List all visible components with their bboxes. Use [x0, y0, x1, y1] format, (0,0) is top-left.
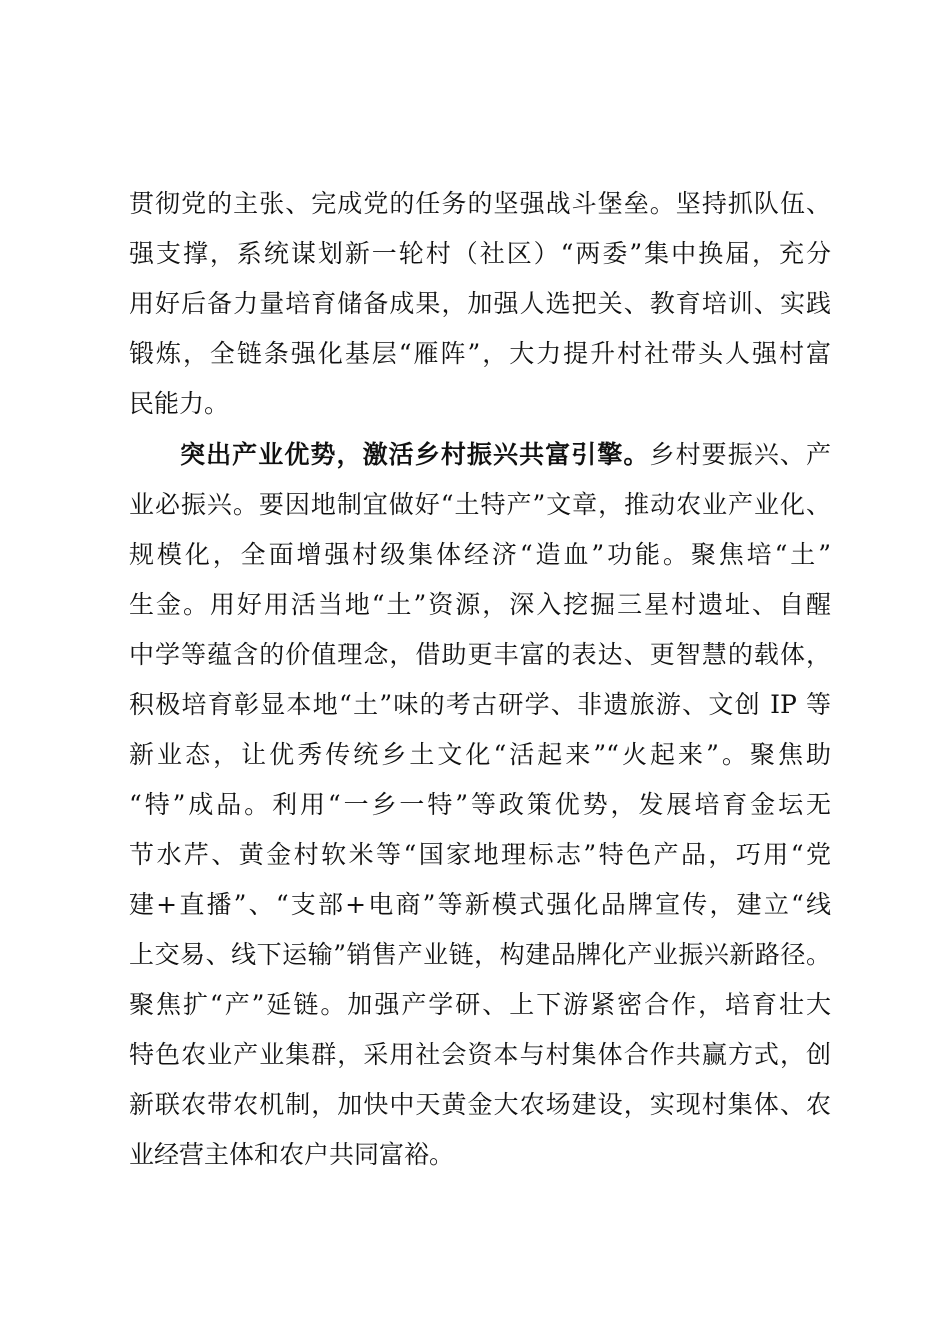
paragraph-2-first-line-rest: 乡村要振兴、产 [649, 440, 831, 469]
paragraph-2-line-6: 积极培育彰显本地“土”味的考古研学、非遗旅游、文创 IP 等 [129, 690, 831, 719]
paragraph-2-first-line [180, 435, 831, 475]
paragraph-1-line-1: 贯彻党的主张、完成党的任务的坚强战斗堡垒。坚持抓队伍、 [129, 189, 831, 218]
paragraph-2-line-2: 业必振兴。要因地制宜做好“土特产”文章，推动农业产业化、 [129, 490, 831, 519]
paragraph-2-line-3: 规模化，全面增强村级集体经济“造血”功能。聚焦培“土” [129, 540, 831, 569]
paragraph-1-line-2: 强支撑，系统谋划新一轮村（社区）“两委”集中换届，充分 [129, 239, 831, 268]
paragraph-2-line-15: 业经营主体和农户共同富裕。 [129, 1140, 455, 1169]
paragraph-2-line-8: “特”成品。利用“一乡一特”等政策优势，发展培育金坛无 [129, 790, 831, 819]
paragraph-1-line-3: 用好后备力量培育储备成果，加强人选把关、教育培训、实践 [129, 289, 831, 318]
paragraph-2-line-4: 生金。用好用活当地“土”资源，深入挖掘三星村遗址、自醒 [129, 590, 831, 619]
paragraph-2-line-14: 新联农带农机制，加快中天黄金大农场建设，实现村集体、农 [129, 1090, 831, 1119]
paragraph-1-line-5: 民能力。 [129, 389, 230, 418]
paragraph-2-line-11: 上交易、线下运输”销售产业链，构建品牌化产业振兴新路径。 [129, 940, 831, 969]
paragraph-1-line-4: 锻炼，全链条强化基层“雁阵”，大力提升村社带头人强村富 [129, 339, 831, 368]
paragraph-2-line-13: 特色农业产业集群，采用社会资本与村集体合作共赢方式，创 [129, 1040, 831, 1069]
paragraph-2-line-5: 中学等蕴含的价值理念，借助更丰富的表达、更智慧的载体， [129, 640, 831, 669]
paragraph-2-line-12: 聚焦扩“产”延链。加强产学研、上下游紧密合作，培育壮大 [129, 990, 831, 1019]
paragraph-2-line-10: 建+直播”、“支部+电商”等新模式强化品牌宣传，建立“线 [129, 890, 831, 919]
paragraph-2-heading: 突出产业优势，激活乡村振兴共富引擎。 [180, 440, 650, 469]
paragraph-2-line-9: 节水芹、黄金村软米等“国家地理标志”特色产品，巧用“党 [129, 840, 831, 869]
paragraph-2-line-7: 新业态，让优秀传统乡土文化“活起来”“火起来”。聚焦助 [129, 740, 831, 769]
